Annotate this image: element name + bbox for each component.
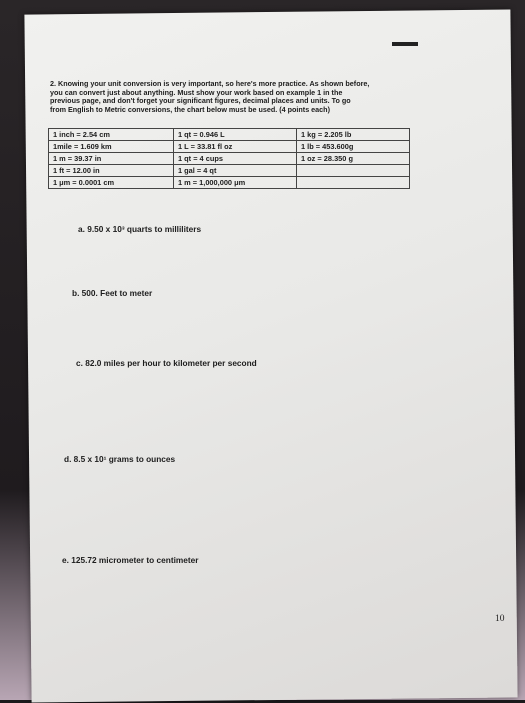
table-cell: 1 gal = 4 qt bbox=[174, 165, 297, 177]
table-row bbox=[49, 153, 410, 165]
staple-mark bbox=[392, 42, 418, 46]
question-instructions bbox=[50, 80, 425, 114]
conversion-table bbox=[48, 128, 410, 189]
table-cell: 1 inch = 2.54 cm bbox=[49, 129, 174, 141]
problem-c: c. 82.0 miles per hour to kilometer per second bbox=[76, 358, 257, 368]
table-cell: 1 m = 1,000,000 μm bbox=[174, 177, 297, 189]
instruction-line-3: previous page, and don't forget your significant figures, decimal places and units. To go bbox=[50, 96, 351, 106]
table-cell: 1 kg = 2.205 lb bbox=[297, 129, 410, 141]
page-number: 10 bbox=[495, 614, 505, 624]
table-cell: 1mile = 1.609 km bbox=[49, 141, 174, 153]
problem-b: b. 500. Feet to meter bbox=[72, 288, 153, 298]
table-cell: 1 qt = 0.946 L bbox=[174, 129, 297, 141]
table-cell: 1 oz = 28.350 g bbox=[297, 153, 410, 165]
table-row bbox=[49, 165, 410, 177]
table-row bbox=[49, 129, 410, 141]
table-row bbox=[49, 177, 410, 189]
instruction-text-1: Knowing your unit conversion is very important, so here's more practice. As shown before, bbox=[58, 79, 370, 88]
problem-e: e. 125.72 micrometer to centimeter bbox=[62, 555, 199, 565]
problem-a: a. 9.50 x 10³ quarts to milliliters bbox=[78, 224, 202, 234]
instruction-line-4: from English to Metric conversions, the chart below must be used. (4 points each) bbox=[50, 104, 330, 114]
table-cell: 1 μm = 0.0001 cm bbox=[49, 177, 174, 189]
instruction-line-2: you can convert just about anything. Must show your work based on example 1 in the bbox=[50, 87, 343, 97]
table-cell: 1 m = 39.37 in bbox=[49, 153, 174, 165]
table-cell bbox=[297, 177, 410, 189]
table-cell: 1 lb = 453.600g bbox=[297, 141, 410, 153]
table-row bbox=[49, 141, 410, 153]
table-cell: 1 L = 33.81 fl oz bbox=[174, 141, 297, 153]
question-number: 2. bbox=[50, 79, 56, 88]
problem-d: d. 8.5 x 10¹ grams to ounces bbox=[64, 454, 176, 464]
table-cell: 1 qt = 4 cups bbox=[174, 153, 297, 165]
table-cell: 1 ft = 12.00 in bbox=[49, 165, 174, 177]
table-cell bbox=[297, 165, 410, 177]
